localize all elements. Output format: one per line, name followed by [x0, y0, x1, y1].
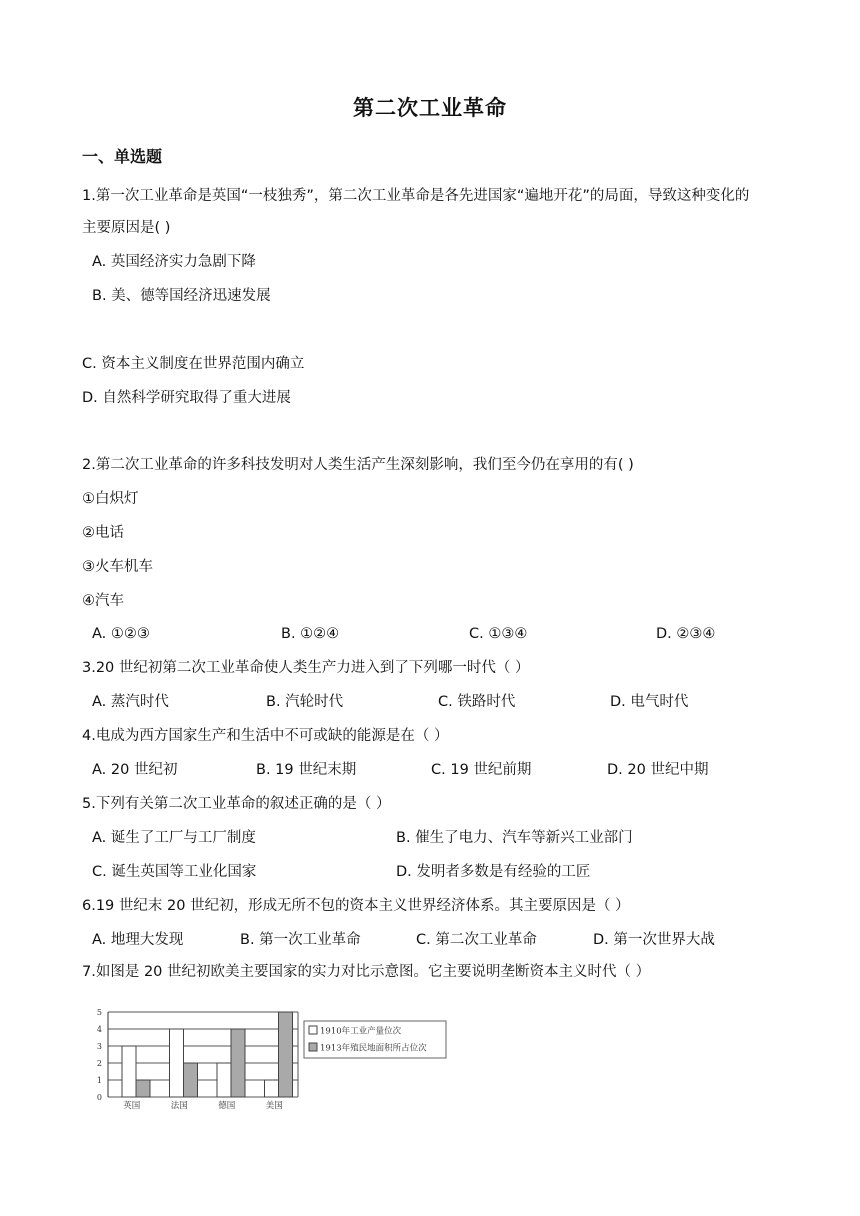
x-tick-label: 英国: [123, 1101, 141, 1111]
q3-option-b[interactable]: B. 汽轮时代: [266, 694, 344, 710]
q6-option-c[interactable]: C. 第二次工业革命: [416, 932, 537, 948]
q5-option-c[interactable]: C. 诞生英国等工业化国家: [92, 864, 257, 880]
y-tick-label: 0: [96, 1093, 102, 1102]
q4-option-d[interactable]: D. 20 世纪中期: [607, 762, 709, 778]
q2-item-4: ④汽车: [82, 593, 124, 609]
question-2-line-1: 2.第二次工业革命的许多科技发明对人类生活产生深刻影响，我们至今仍在享用的有( ): [82, 457, 634, 473]
q1-option-d[interactable]: D. 自然科学研究取得了重大进展: [82, 390, 291, 406]
q5-option-a[interactable]: A. 诞生了工厂与工厂制度: [92, 830, 256, 846]
x-tick-label: 美国: [265, 1101, 283, 1111]
x-tick-label: 德国: [218, 1101, 236, 1111]
y-tick-label: 1: [96, 1076, 102, 1085]
q3-option-a[interactable]: A. 蒸汽时代: [92, 694, 169, 710]
bar-colony: [184, 1063, 198, 1097]
q1-option-c[interactable]: C. 资本主义制度在世界范围内确立: [82, 356, 305, 372]
q2-item-2: ②电话: [82, 525, 124, 541]
x-tick-label: 法国: [170, 1101, 188, 1111]
y-tick-label: 3: [96, 1042, 102, 1051]
question-5-line-1: 5.下列有关第二次工业革命的叙述正确的是（ ）: [82, 796, 391, 812]
bar-colony: [231, 1029, 245, 1097]
y-tick-label: 2: [96, 1059, 102, 1068]
bar-industry: [265, 1080, 279, 1097]
legend-label: 1910年工业产量位次: [320, 1026, 402, 1037]
question-1-line-1: 1.第一次工业革命是英国“一枝独秀”，第二次工业革命是各先进国家“遍地开花”的局面，导致这种变化的: [82, 188, 750, 204]
q1-option-b[interactable]: B. 美、德等国经济迅速发展: [92, 288, 271, 304]
bar-industry: [170, 1029, 184, 1097]
question-7-line-1: 7.如图是 20 世纪初欧美主要国家的实力对比示意图。它主要说明垄断资本主义时代（ ）: [82, 964, 651, 980]
q4-option-c[interactable]: C. 19 世纪前期: [431, 762, 532, 778]
legend-swatch: [309, 1026, 317, 1034]
y-tick-label: 4: [96, 1025, 102, 1034]
question-1-line-2: 主要原因是( ): [82, 220, 171, 236]
page-title: 第二次工业革命: [353, 96, 507, 120]
question-6-line-1: 6.19 世纪末 20 世纪初，形成无所不包的资本主义世界经济体系。其主要原因是（ ）: [82, 898, 630, 914]
power-comparison-chart: [90, 1000, 460, 1120]
q4-option-a[interactable]: A. 20 世纪初: [92, 762, 178, 778]
q2-option-c[interactable]: C. ①③④: [469, 626, 528, 642]
question-3-line-1: 3.20 世纪初第二次工业革命使人类生产力进入到了下列哪一时代（ ）: [82, 660, 530, 676]
section-heading: 一、单选题: [82, 147, 163, 166]
bar-colony: [136, 1080, 150, 1097]
q2-item-1: ①白炽灯: [82, 491, 139, 507]
legend-swatch: [309, 1043, 317, 1051]
q4-option-b[interactable]: B. 19 世纪末期: [256, 762, 357, 778]
bar-industry: [217, 1063, 231, 1097]
legend-label: 1913年殖民地面积所占位次: [320, 1043, 427, 1054]
bar-colony: [279, 1012, 293, 1097]
q6-option-b[interactable]: B. 第一次工业革命: [240, 932, 361, 948]
y-tick-label: 5: [96, 1008, 102, 1017]
q5-option-b[interactable]: B. 催生了电力、汽车等新兴工业部门: [396, 830, 633, 846]
q6-option-a[interactable]: A. 地理大发现: [92, 932, 184, 948]
q1-option-a[interactable]: A. 英国经济实力急剧下降: [92, 254, 256, 270]
q2-option-b[interactable]: B. ①②④: [281, 626, 340, 642]
q2-item-3: ③火车机车: [82, 559, 153, 575]
q2-option-d[interactable]: D. ②③④: [656, 626, 716, 642]
q6-option-d[interactable]: D. 第一次世界大战: [593, 932, 715, 948]
q3-option-d[interactable]: D. 电气时代: [610, 694, 689, 710]
question-4-line-1: 4.电成为西方国家生产和生活中不可或缺的能源是在（ ）: [82, 728, 449, 744]
q3-option-c[interactable]: C. 铁路时代: [438, 694, 516, 710]
q2-option-a[interactable]: A. ①②③: [92, 626, 150, 642]
q5-option-d[interactable]: D. 发明者多数是有经验的工匠: [396, 864, 591, 880]
bar-industry: [122, 1046, 136, 1097]
